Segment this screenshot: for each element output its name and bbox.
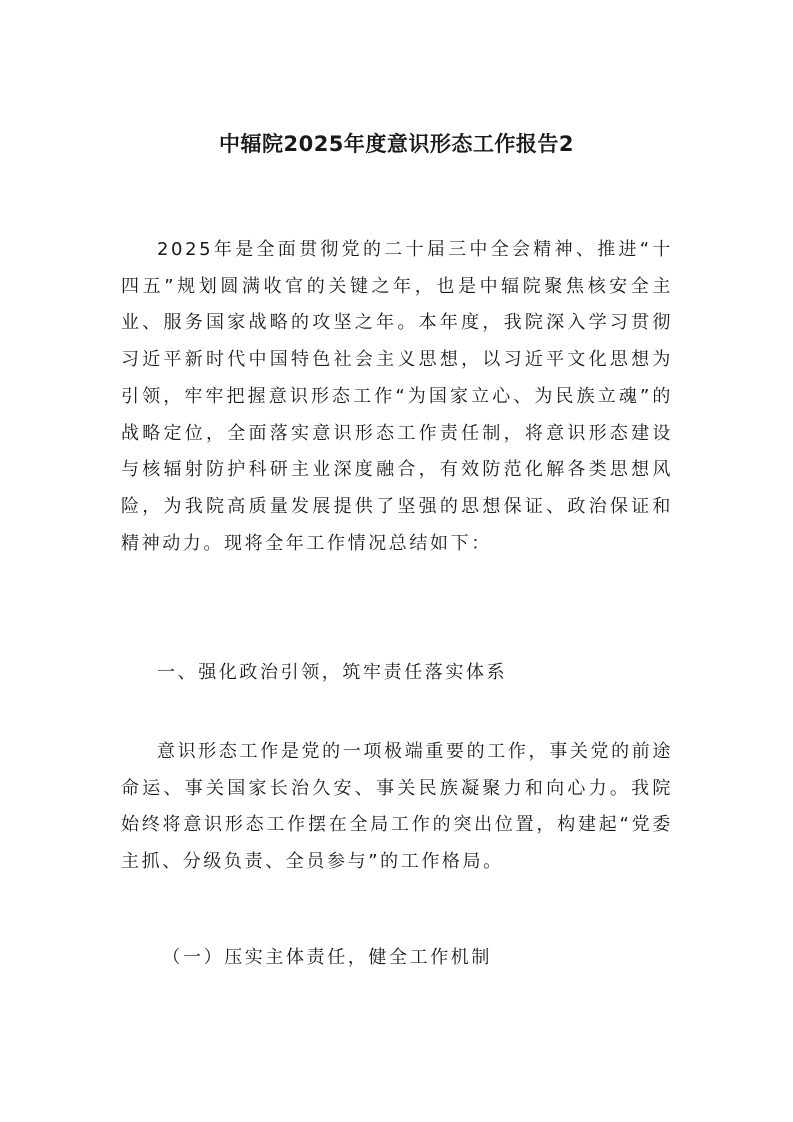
- intro-paragraph: 2025年是全面贯彻党的二十届三中全会精神、推进“十四五”规划圆满收官的关键之年，也是中辐院聚焦核安全主业、服务国家战略的攻坚之年。本年度，我院深入学习贯彻习近平新时代中国特色社会主义思想，以习近平文化思想为引领，牢牢把握意识形态工作“为国家立心、为民族立魂”的战略定位，全面落实意识形态工作责任制，将意识形态建设与核辐射防护科研主业深度融合，有效防范化解各类思想风险，为我院高质量发展提供了坚强的思想保证、政治保证和精神动力。现将全年工作情况总结如下：: [121, 239, 673, 554]
- subsection-heading-1: （一）压实主体责任，健全工作机制: [162, 947, 492, 968]
- document-title: 中辐院2025年度意识形态工作报告2: [218, 132, 575, 156]
- section-heading-1: 一、强化政治引领，筑牢责任落实体系: [157, 662, 508, 683]
- section-1-paragraph: 意识形态工作是党的一项极端重要的工作，事关党的前途命运、事关国家长治久安、事关民族凝聚力和向心力。我院始终将意识形态工作摆在全局工作的突出位置，构建起“党委主抓、分级负责、全员参与”的工作格局。: [121, 741, 673, 873]
